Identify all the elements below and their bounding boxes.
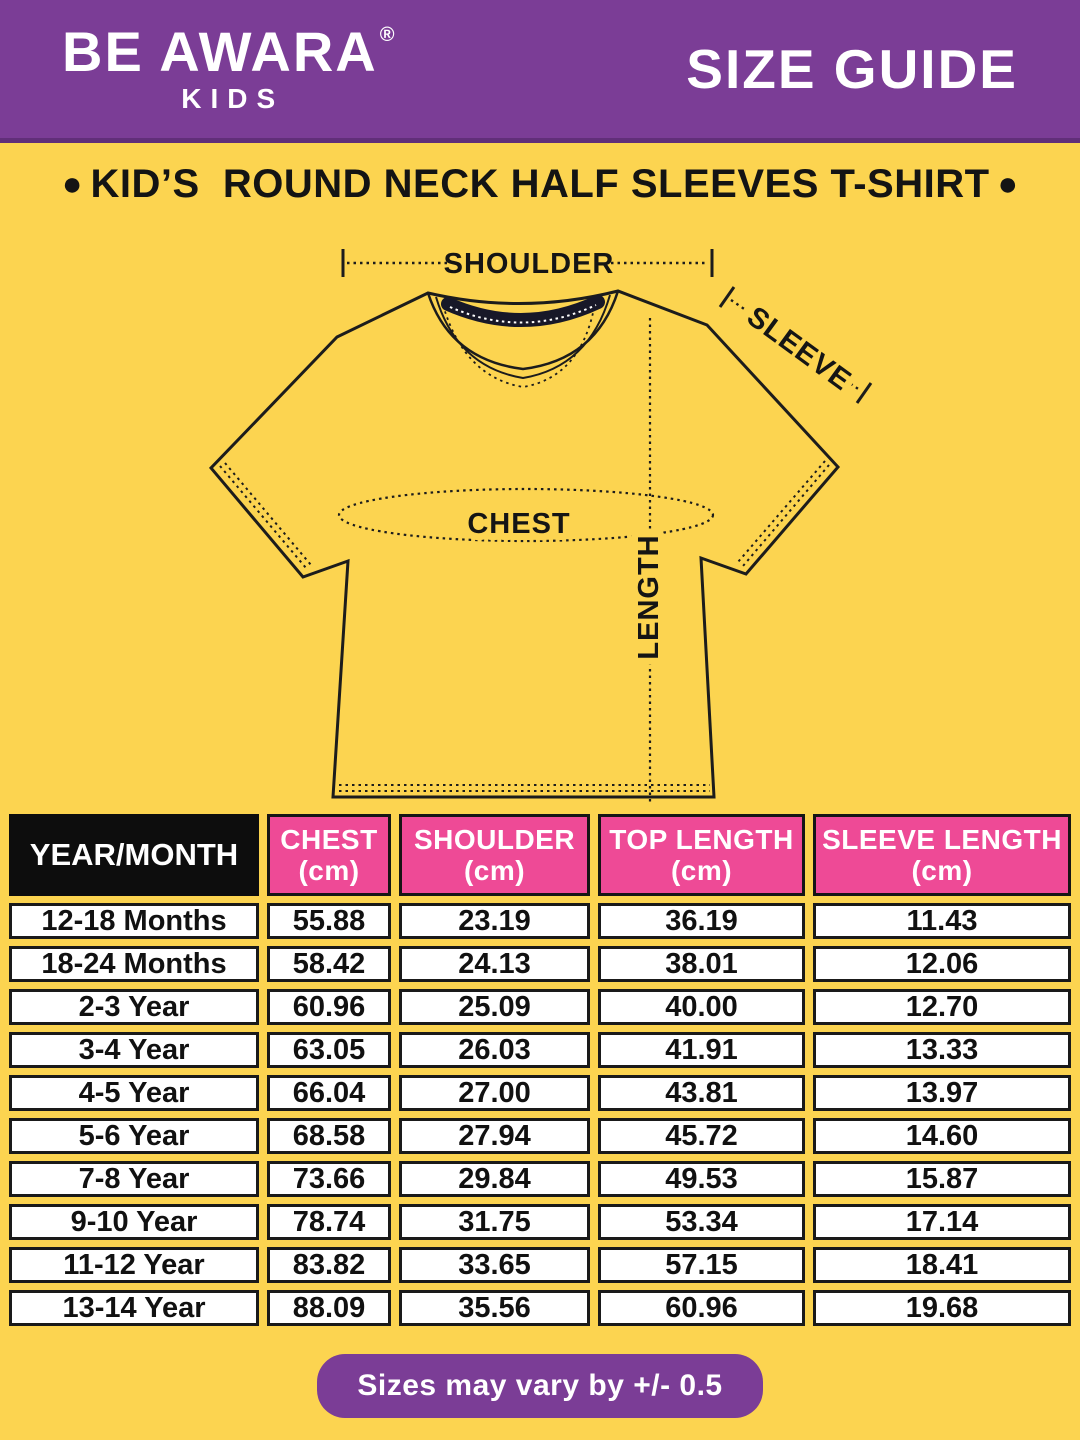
sleeve-length-value: 14.60 [813, 1118, 1071, 1154]
chest-value: 58.42 [267, 946, 391, 982]
chest-value: 73.66 [267, 1161, 391, 1197]
row-label: 5-6 Year [9, 1118, 259, 1154]
sleeve-length-value: 12.70 [813, 989, 1071, 1025]
col-header-top-length [598, 814, 805, 896]
col-header-unit: (cm) [463, 855, 526, 886]
shoulder-label: SHOULDER [443, 248, 615, 280]
chest-value: 60.96 [267, 989, 391, 1025]
row-label: 2-3 Year [9, 989, 259, 1025]
top-length-value: 40.00 [598, 989, 805, 1025]
sleeve-length-value: 11.43 [813, 903, 1071, 939]
brand-subtitle: KIDS [181, 82, 285, 114]
sleeve-length-value: 18.41 [813, 1247, 1071, 1283]
brand-name: BE AWARA [62, 19, 378, 83]
top-length-value: 36.19 [598, 903, 805, 939]
chest-value: 83.82 [267, 1247, 391, 1283]
sleeve-length-value: 13.97 [813, 1075, 1071, 1111]
col-header-label: CHEST [280, 823, 378, 855]
shoulder-value: 33.65 [399, 1247, 590, 1283]
sleeve-label: SLEEVE [740, 300, 858, 398]
top-length-value: 41.91 [598, 1032, 805, 1068]
col-header-chest [267, 814, 391, 896]
sleeve-length-value: 15.87 [813, 1161, 1071, 1197]
tshirt-measurement-diagram [0, 225, 1080, 802]
col-header-unit: (cm) [298, 855, 360, 886]
footnote-row [0, 1354, 1080, 1418]
shoulder-value: 27.00 [399, 1075, 590, 1111]
col-header-year-month [9, 814, 259, 896]
shoulder-value: 35.56 [399, 1290, 590, 1326]
sleeve-length-value: 19.68 [813, 1290, 1071, 1326]
col-header-shoulder [399, 814, 590, 896]
product-title [0, 143, 1080, 225]
bullet-left-icon: ● [61, 165, 83, 203]
shoulder-value: 26.03 [399, 1032, 590, 1068]
length-label: LENGTH [633, 534, 665, 660]
row-label: 12-18 Months [9, 903, 259, 939]
chest-value: 68.58 [267, 1118, 391, 1154]
size-disclaimer-text: Sizes may vary by +/- 0.5 [357, 1369, 723, 1402]
row-label: 4-5 Year [9, 1075, 259, 1111]
col-header-label: SLEEVE LENGTH [822, 823, 1062, 855]
top-length-value: 43.81 [598, 1075, 805, 1111]
col-header-unit: (cm) [911, 855, 973, 886]
chest-value: 78.74 [267, 1204, 391, 1240]
header-bar [0, 0, 1080, 143]
bullet-right-icon: ● [997, 165, 1019, 203]
shoulder-value: 27.94 [399, 1118, 590, 1154]
size-disclaimer-pill [317, 1354, 762, 1418]
row-label: 13-14 Year [9, 1290, 259, 1326]
col-header-label: YEAR/MONTH [29, 836, 239, 872]
registered-trademark-icon: ® [379, 23, 395, 46]
row-label: 11-12 Year [9, 1247, 259, 1283]
shoulder-value: 24.13 [399, 946, 590, 982]
top-length-value: 60.96 [598, 1290, 805, 1326]
row-label: 7-8 Year [9, 1161, 259, 1197]
shoulder-value: 29.84 [399, 1161, 590, 1197]
col-header-label: TOP LENGTH [609, 823, 794, 855]
shoulder-value: 25.09 [399, 989, 590, 1025]
top-length-value: 49.53 [598, 1161, 805, 1197]
chest-value: 55.88 [267, 903, 391, 939]
row-label: 9-10 Year [9, 1204, 259, 1240]
top-length-value: 57.15 [598, 1247, 805, 1283]
top-length-value: 53.34 [598, 1204, 805, 1240]
sleeve-length-value: 12.06 [813, 946, 1071, 982]
top-length-value: 38.01 [598, 946, 805, 982]
chest-value: 63.05 [267, 1032, 391, 1068]
sleeve-length-value: 13.33 [813, 1032, 1071, 1068]
tshirt-outline [211, 291, 838, 797]
shoulder-value: 23.19 [399, 903, 590, 939]
chest-value: 66.04 [267, 1075, 391, 1111]
row-label: 18-24 Months [9, 946, 259, 982]
row-label: 3-4 Year [9, 1032, 259, 1068]
chest-value: 88.09 [267, 1290, 391, 1326]
brand-logo [62, 19, 395, 115]
product-title-text: KID’S ROUND NECK HALF SLEEVES T-SHIRT [90, 161, 990, 206]
page-title: SIZE GUIDE [686, 38, 1018, 100]
col-header-label: SHOULDER [413, 823, 576, 855]
chest-label: CHEST [467, 508, 571, 540]
top-length-value: 45.72 [598, 1118, 805, 1154]
col-header-sleeve-length [813, 814, 1071, 896]
shoulder-value: 31.75 [399, 1204, 590, 1240]
sleeve-length-value: 17.14 [813, 1204, 1071, 1240]
brand-name-line [62, 19, 395, 83]
col-header-unit: (cm) [670, 855, 733, 886]
size-table [9, 814, 1071, 1326]
